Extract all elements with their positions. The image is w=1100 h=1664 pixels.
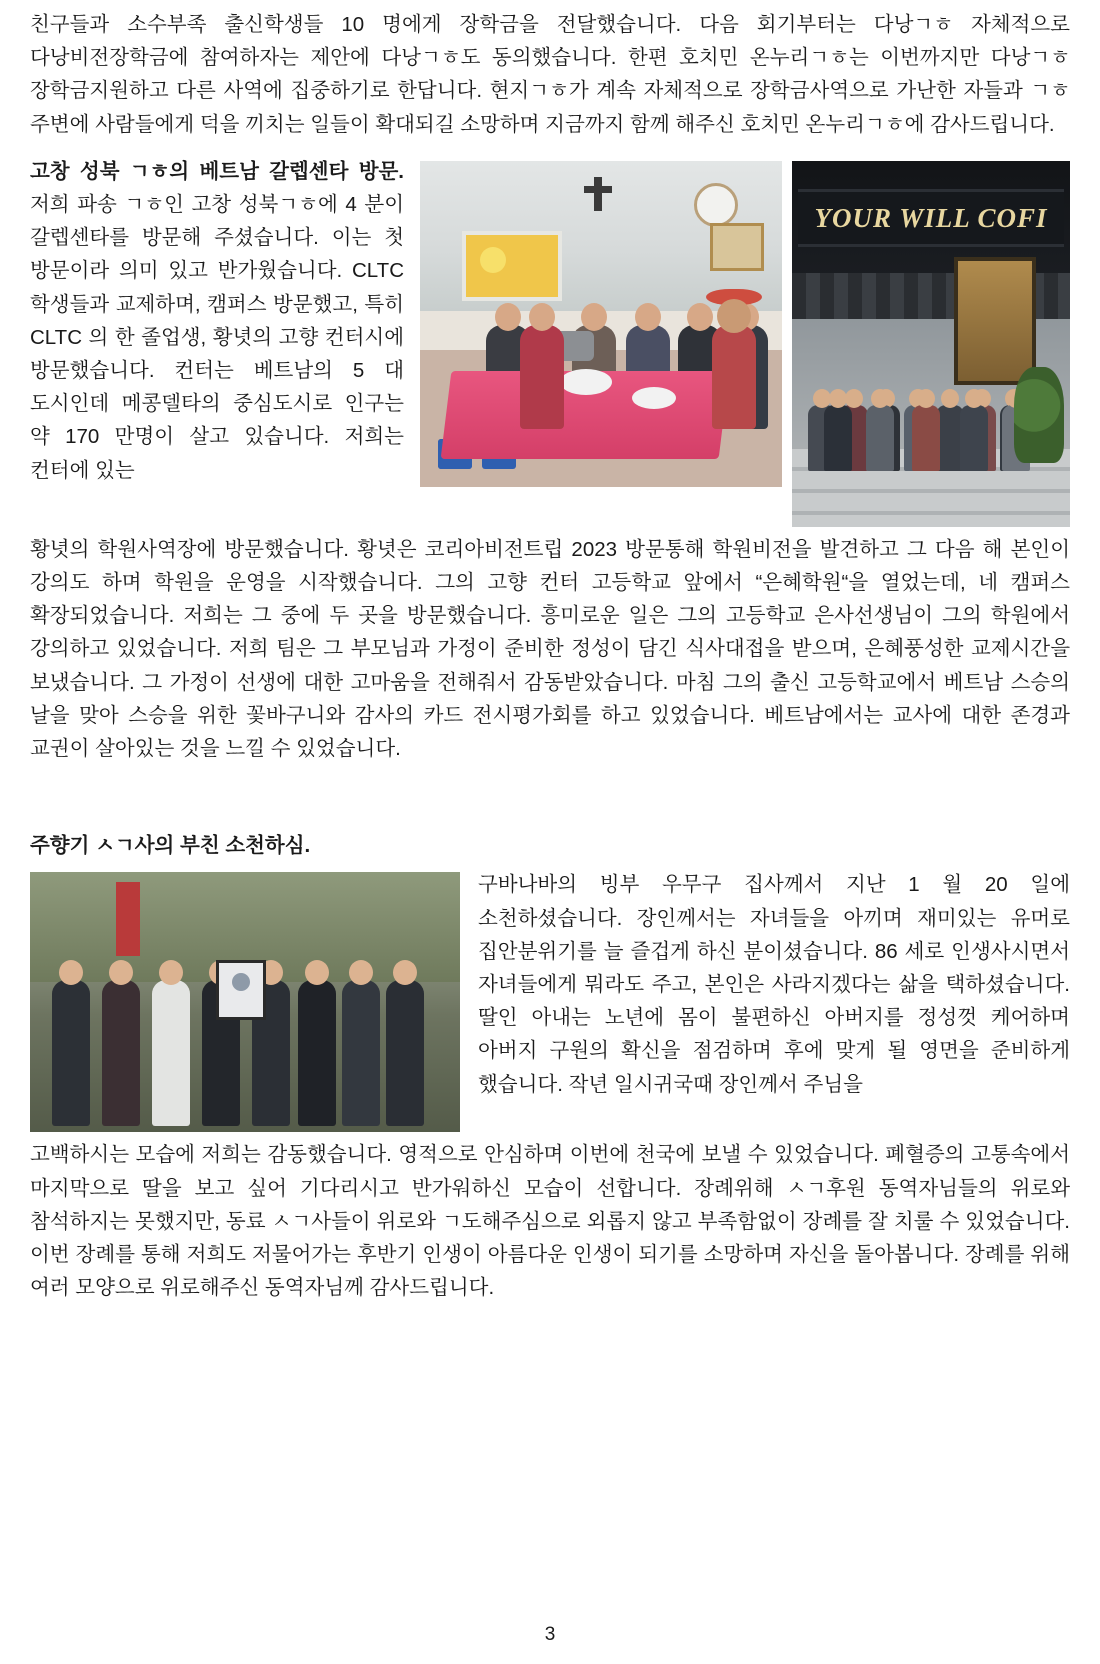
- person: [386, 980, 424, 1126]
- wall-picture-frame-2: [710, 223, 764, 271]
- person-with-hat: [712, 325, 756, 429]
- person-head: [635, 303, 661, 331]
- dish: [632, 387, 676, 409]
- person: [102, 980, 140, 1126]
- person-head: [917, 389, 935, 408]
- person-head: [965, 389, 983, 408]
- shop-door: [954, 257, 1036, 385]
- caleb-center-image-group: [420, 161, 1070, 527]
- person-head: [581, 303, 607, 331]
- person-head: [159, 960, 183, 985]
- paragraph-funeral-wrap: 구바나바의 빙부 우무구 집사께서 지난 1 월 20 일에 소천하셨습니다. 장인께서는 자녀들을 아끼며 재미있는 유머로 집안분위기를 늘 즐겁게 하신 분이셨습니다. 86 세로 인생사시면서 자녀들에게 뭐라도 주고, 본인은 사라지겠다는 삶을 택하셨습니다. 딸인 아내는 노년에 몸이 불편하신 아버지를 정성껏 케어하며 아버지 구원의 확신을 점검하며 후에 맞게 될 영면을 준비하게 했습니다. 작년 일시귀국때 장인께서 주님을: [478, 873, 1070, 1096]
- memorial-portrait: [216, 960, 266, 1020]
- person-head: [871, 389, 889, 408]
- potted-plant: [1014, 367, 1064, 463]
- paragraph-funeral-rest: 고백하시는 모습에 저희는 감동했습니다. 영적으로 안심하며 이번에 천국에 보낼 수 있었습니다. 폐혈증의 고통속에서 마지막으로 딸을 보고 싶어 기다리시고 반가워하신 모습이 선합니다. 장례위해 ㅅㄱ후원 동역자님들의 위로와 참석하지는 못했지만, 동료 ㅅㄱ사들이 위로와 ㄱ도해주심으로 외롭지 않고 부족함없이 장례를 잘 치룰 수 있었습니다. 이번 장례를 통해 저희도 저물어가는 후반기 인생이 아름다운 인생이 되기를 소망하며 자신을 돌아봅니다. 장례를 위해 여러 모양으로 위로해주신 동역자님께 감사드립니다.: [30, 1143, 1070, 1300]
- person-head: [845, 389, 863, 408]
- funeral-group-photo: [30, 872, 460, 1132]
- caleb-center-visit-photo: [420, 161, 782, 487]
- person-head: [829, 389, 847, 408]
- person-head: [109, 960, 133, 985]
- person: [342, 980, 380, 1126]
- person-head: [687, 303, 713, 331]
- person: [520, 325, 564, 429]
- person: [152, 980, 190, 1126]
- heading-funeral: 주향기 ㅅㄱ사의 부친 소천하심.: [30, 834, 311, 858]
- paragraph-scholarship: 친구들과 소수부족 출신학생들 10 명에게 장학금을 전달했습니다. 다음 회기부터는 다낭ㄱㅎ 자체적으로 다낭비전장학금에 참여하자는 제안에 다낭ㄱㅎ도 동의했습니다. 한편 호치민 온누리ㄱㅎ는 이번까지만 다낭ㄱㅎ 장학금지원하고 다른 사역에 집중하기로 한답니다. 현지ㄱㅎ가 계속 자체적으로 장학금사역으로 가난한 자들과 ㄱㅎ 주변에 사람들에게 덕을 끼치는 일들이 확대되길 소망하며 지금까지 함께 해주신 호치민 온누리ㄱㅎ에 감사드립니다.: [30, 13, 1070, 136]
- section-funeral: [30, 829, 1070, 1138]
- person: [912, 405, 940, 471]
- paragraph-funeral-heading-line: [30, 829, 1070, 862]
- paragraph-caleb-center-rest: 황녓의 학원사역장에 방문했습니다. 황녓은 코리아비전트립 2023 방문통해 학원비전을 발견하고 그 다음 해 본인이 강의도 하며 학원을 운영을 시작했습니다. 그의 고향 컨터 고등학교 앞에서 “은혜학원“을 열었는데, 네 캠퍼스 확장되었습니다. 저희는 그 중에 두 곳을 방문했습니다. 흥미로운 일은 그의 고등학교 은사선생님이 그의 학원에서 강의하고 있었습니다. 저희 팀은 그 부모님과 가정이 준비한 정성이 담긴 식사대접을 받으며, 은혜풍성한 교제시간을 보냈습니다. 그 가정이 선생에 대한 고마움을 전해줘서 감동받았습니다. 마침 그의 출신 고등학교에서 베트남 스승의 날을 맞아 스승을 위한 꽃바구니와 감사의 카드 전시평가회를 하고 있었습니다. 베트남에서는 교사에 대한 존경과 교권이 살아있는 것을 느낄 수 있었습니다.: [30, 537, 1071, 761]
- person-head: [59, 960, 83, 985]
- person-head: [495, 303, 521, 331]
- heading-caleb-center: 고창 성북 ㄱㅎ의 베트남 갈렙센타 방문.: [30, 159, 404, 183]
- cross-icon: [594, 177, 602, 211]
- person-head: [305, 960, 329, 985]
- person-head: [349, 960, 373, 985]
- wall-picture-frame: [462, 231, 562, 301]
- person-head: [941, 389, 959, 408]
- spacer: [30, 765, 1070, 829]
- coffee-shop-group-photo: [792, 161, 1070, 527]
- clock-icon: [694, 183, 738, 227]
- dish: [560, 369, 612, 395]
- person: [824, 405, 852, 471]
- section-caleb-center: [30, 155, 1070, 533]
- person-head: [529, 303, 555, 331]
- person: [52, 980, 90, 1126]
- person-head: [393, 960, 417, 985]
- spacer: [30, 141, 1070, 155]
- page-number: 3: [544, 1624, 556, 1645]
- funeral-image-group: [30, 872, 460, 1132]
- person-head: [717, 299, 751, 333]
- paragraph-caleb-center-body: 저희 파송 ㄱㅎ인 고창 성북ㄱㅎ에 4 분이 갈렙센타를 방문해 주셨습니다. 이는 첫 방문이라 의미 있고 반가웠습니다. CLTC 학생들과 교제하며, 캠퍼스 방문했고, 특히 CLTC 의 한 졸업생, 황녓의 고향 컨터시에 방문했습니다. 컨터는 베트남의 5 대 도시인데 메콩델타의 중심도시로 인구는 약 170 만명이 살고 있습니다. 저희는 컨터에 있는: [30, 193, 404, 482]
- person: [298, 980, 336, 1126]
- person: [960, 405, 988, 471]
- shop-sign-text: YOUR WILL COFI: [798, 189, 1064, 247]
- person: [866, 405, 894, 471]
- funeral-banner: [116, 882, 140, 956]
